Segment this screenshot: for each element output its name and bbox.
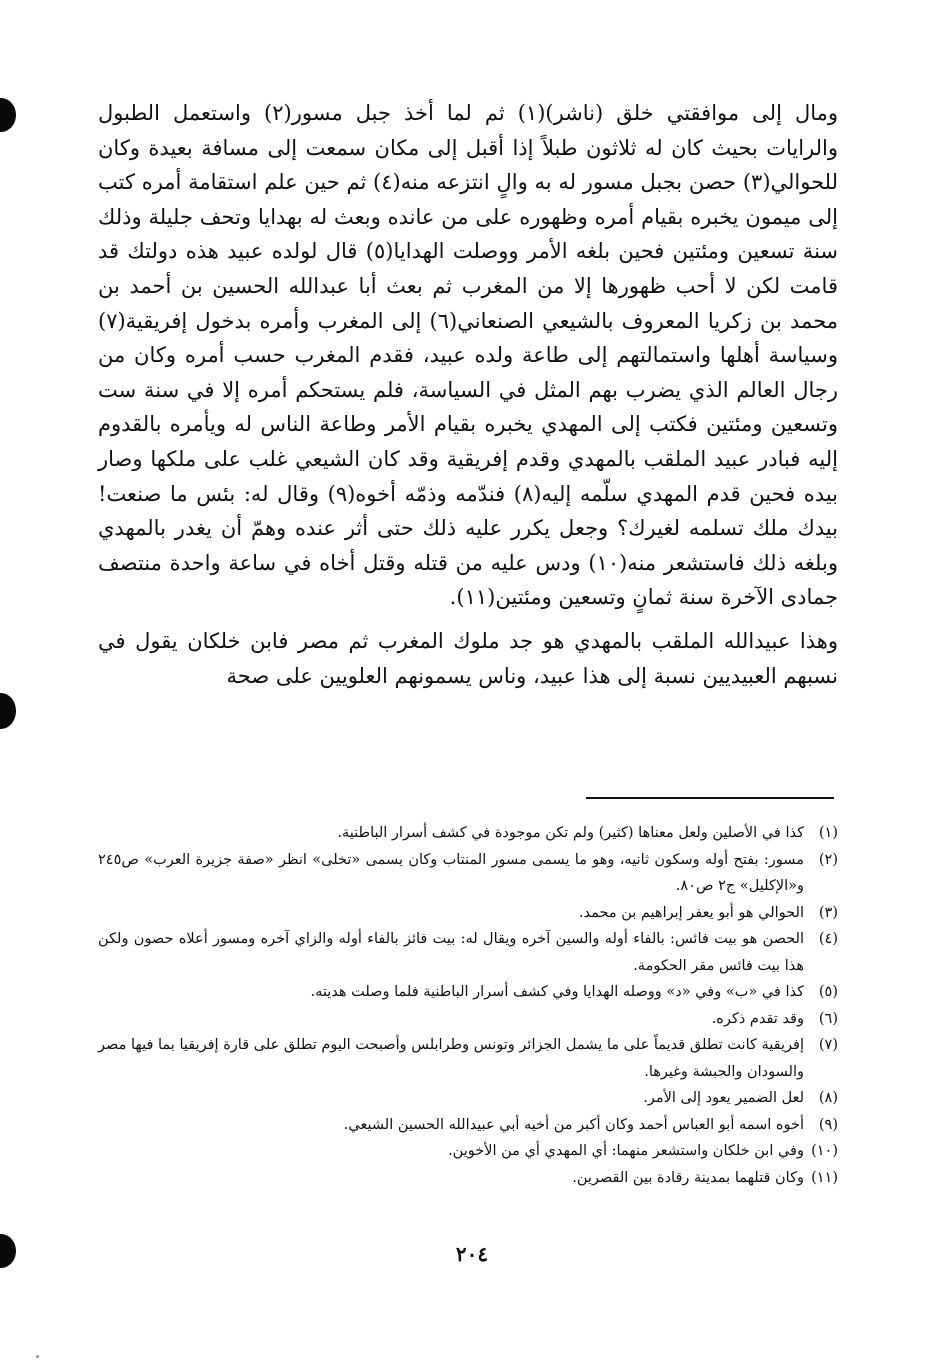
footnote-text: كذا في الأصلين ولعل معناها (كثير) ولم تكن موجودة في كشف أسرار الباطنية.	[337, 825, 804, 841]
footnote-number: (١)	[818, 825, 838, 841]
footnote	[98, 1138, 838, 1165]
footnote-text: أخوه اسمه أبو العباس أحمد وكان أكبر من أخيه أبي عبيدالله الحسين الشيعي.	[343, 1116, 804, 1133]
footnote-number: (٣)	[818, 904, 838, 921]
footnote-text: لعل الضمير يعود إلى الأمر.	[643, 1090, 804, 1106]
footnote-text: وقد تقدم ذكره.	[711, 1010, 804, 1027]
footnote-number: (٧)	[818, 1037, 838, 1053]
paragraph: وهذا عبيدالله الملقب بالمهدي هو جد ملوك المغرب ثم مصر فابن خلكان يقول في نسبهم العبيديين نسبة إلى هذا عبيد، وناس يسمونهم العلويين على صحة	[98, 628, 838, 688]
footnote	[98, 1006, 838, 1033]
footnote-number: (٢)	[818, 851, 838, 868]
punch-hole	[0, 98, 16, 132]
main-text	[98, 96, 838, 693]
footnote	[98, 820, 838, 847]
footnote-number: (٥)	[818, 984, 838, 1000]
footnote-text: كذا في «ب» وفي «د» ووصله الهدايا وفي كشف أسرار الباطنية فلما وصلت هديته.	[310, 984, 804, 1000]
footnote-text: وفي ابن خلكان واستشعر منهما: أي المهدي أي من الأخوين.	[448, 1143, 804, 1159]
footnote-number: (١١)	[811, 1169, 838, 1186]
footnote-number: (١٠)	[811, 1143, 838, 1159]
footnote-text: الحصن هو بيت فائس: بالفاء أوله والسين آخره ويقال له: بيت فائز بالفاء أوله والزاي آخره ومسور أعلاه حصون ولكن هذا بيت فائس مقر الحكومة.	[98, 931, 804, 974]
footnote-number: (٨)	[818, 1090, 838, 1106]
footnote	[98, 926, 838, 979]
footnote-number: (٩)	[818, 1116, 838, 1133]
footnotes	[98, 820, 838, 1191]
footnote	[98, 979, 838, 1006]
punch-hole	[0, 693, 16, 729]
footnote	[98, 1032, 838, 1085]
footnote-text: وكان قتلهما بمدينة رقادة بين القصرين.	[572, 1169, 804, 1186]
paragraph: ومال إلى موافقتي خلق (ناشر)(١) ثم لما أخذ جبل مسور(٢) واستعمل الطبول والرايات بحيث كان له ثلاثون طبلاً إذا أقبل إلى مكان سمعت إلى مسافة بعيدة وكان للحوالي(٣) حصن بجبل مسور له به والٍ انتزعه منه(٤) ثم حين علم استقامة أمره كتب إلى ميمون يخبره بقيام أمره وظهوره على من عانده وبعث له بهدايا وتحف جليلة وذلك سنة تسعين ومئتين فحين بلغه الأمر ووصلت الهدايا(٥) قال لولده عبيد هذه دولتك قد قامت لكن لا أحب ظهورها إلا من المغرب ثم بعث أبا عبدالله الحسين بن أحمد بن محمد بن زكريا المعروف بالشيعي الصنعاني(٦) إلى المغرب وأمره بدخول إفريقية(٧) وسياسة أهلها واستمالتهم إلى طاعة ولده عبيد، فقدم المغرب حسب أمره وكان من رجال العالم الذي يضرب بهم المثل في السياسة، فلم يستحكم أمره إلا في سنة ست وتسعين ومئتين فكتب إلى المهدي يخبره بقيام الأمر وطاعة الناس له ويأمره بالقدوم إليه فبادر عبيد الملقب بالمهدي وقدم إفريقية وقد كان الشيعي غلب على ملكها وصار بيده فحين قدم المهدي سلّمه إليه(٨) فندّمه وذمّه أخوه(٩) وقال له: بئس ما صنعت! بيدك ملك تسلمه لغيرك؟ وجعل يكرر عليه ذلك حتى أثر عنده وهمّ أن يغدر بالمهدي وبلغه ذلك فاستشعر منه(١٠) ودس عليه من قتله وقتل أخاه في ساعة واحدة منتصف جمادى الآخرة سنة ثمانٍ وتسعين ومئتين(١١).	[98, 101, 839, 610]
footnote-number: (٤)	[818, 931, 838, 947]
footnote-text: إفريقية كانت تطلق قديماً على ما يشمل الجزائر وتونس وطرابلس وأصبحت اليوم تطلق على قارة إفريقيا بما فيها مصر والسودان والحبشة وغيرها.	[98, 1037, 804, 1080]
scan-speck	[36, 1355, 39, 1358]
page-number: ٢٠٤	[455, 1242, 489, 1266]
footnote-separator	[586, 797, 834, 799]
footnote	[98, 1085, 838, 1112]
footnote	[98, 900, 838, 927]
footnote	[98, 1165, 838, 1192]
footnote	[98, 1112, 838, 1139]
footnote-text: الحوالي هو أبو يعفر إبراهيم بن محمد.	[578, 904, 804, 921]
footnote	[98, 847, 838, 900]
footnote-text: مسور: بفتح أوله وسكون ثانيه، وهو ما يسمى مسور المنتاب وكان يسمى «تخلى» انظر «صفة جزيرة العرب» ص٢٤٥ و«الإكليل» ج٢ ص٨٠.	[98, 851, 804, 894]
footnote-number: (٦)	[818, 1010, 838, 1027]
